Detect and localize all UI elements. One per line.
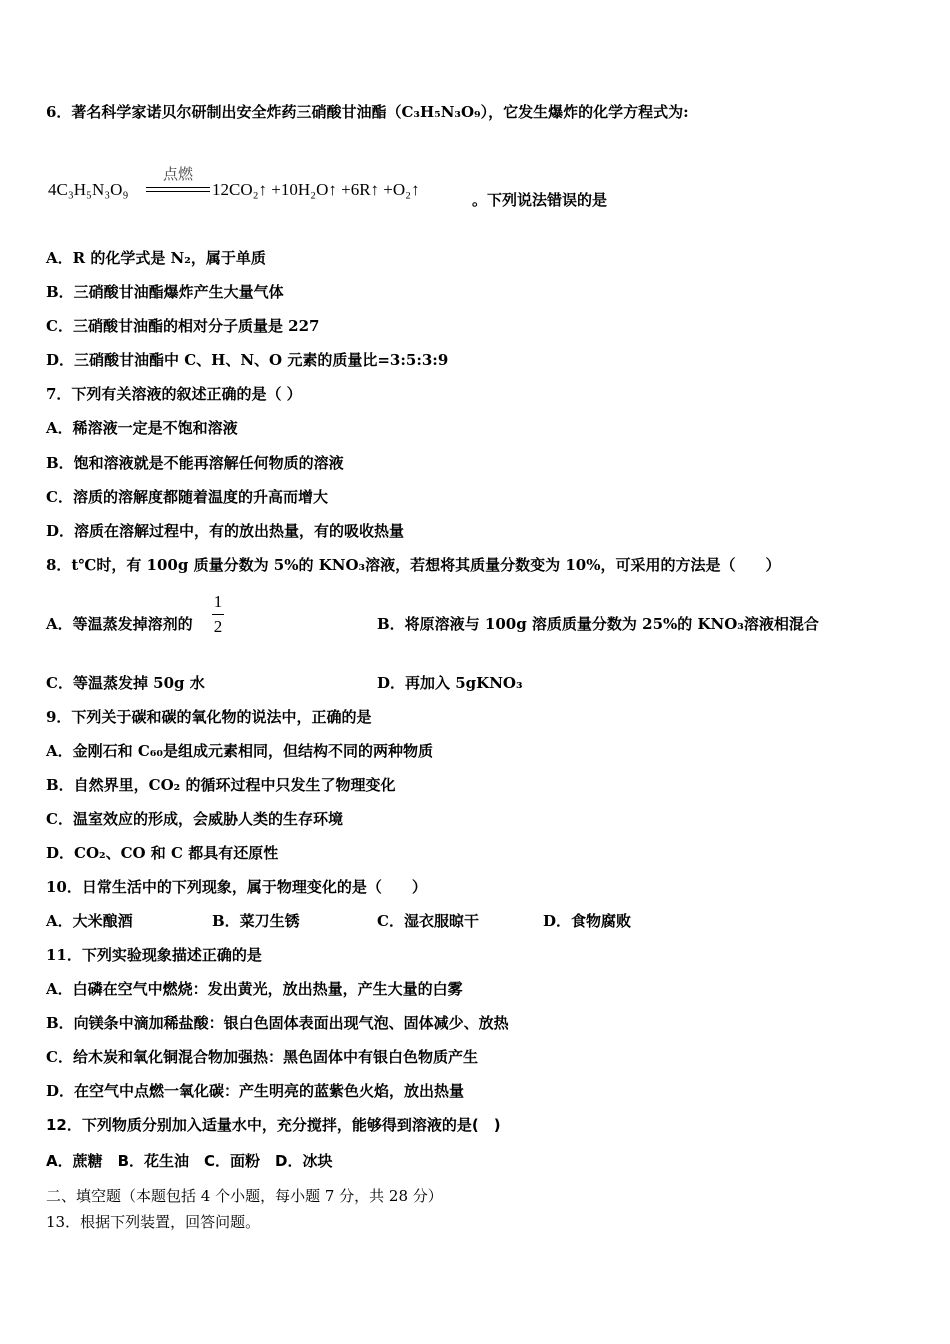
q8-option-b: B．将原溶液与 100g 溶质质量分数为 25%的 KNO₃溶液相混合: [377, 615, 819, 633]
q10-option-d: D．食物腐败: [543, 912, 632, 930]
q11-stem: 11．下列实验现象描述正确的是: [46, 946, 262, 964]
q11-option-d: D．在空气中点燃一氧化碳：产生明亮的蓝紫色火焰，放出热量: [46, 1082, 465, 1100]
fraction-bar: [212, 614, 224, 615]
q10-option-c: C．湿衣服晾干: [377, 912, 479, 930]
q6-option-a: A．R 的化学式是 N₂，属于单质: [46, 249, 266, 267]
q7-option-d: D．溶质在溶解过程中，有的放出热量，有的吸收热量: [46, 522, 405, 540]
q13-stem: 13．根据下列装置，回答问题。: [46, 1213, 261, 1231]
q8-stem: 8．t℃时，有 100g 质量分数为 5%的 KNO₃溶液，若想将其质量分数变为 10%，可采用的方法是（ ）: [46, 556, 781, 574]
section-2-heading: 二、填空题（本题包括 4 个小题，每小题 7 分，共 28 分）: [46, 1187, 443, 1205]
q10-option-b: B．菜刀生锈: [212, 912, 300, 930]
q8-option-a: A．等温蒸发掉溶剂的: [46, 615, 193, 633]
q10-stem: 10．日常生活中的下列现象，属于物理变化的是（ ）: [46, 878, 427, 896]
fraction-denominator: 2: [213, 617, 223, 636]
equation-lhs: 4C₃H₅N₃O₉: [48, 180, 129, 199]
q10-option-a: A．大米酿酒: [46, 912, 133, 930]
q7-option-b: B．饱和溶液就是不能再溶解任何物质的溶液: [46, 454, 344, 472]
q8-option-c: C．等温蒸发掉 50g 水: [46, 674, 205, 692]
q8-option-d: D．再加入 5gKNO₃: [377, 674, 523, 692]
q6-option-b: B．三硝酸甘油酯爆炸产生大量气体: [46, 283, 284, 301]
fraction-one-half: [212, 592, 224, 637]
q7-option-a: A．稀溶液一定是不饱和溶液: [46, 419, 238, 437]
fraction-numerator: 1: [213, 592, 223, 611]
q7-stem: 7．下列有关溶液的叙述正确的是（ ）: [46, 385, 302, 403]
q7-option-c: C．溶质的溶解度都随着温度的升高而增大: [46, 488, 328, 506]
q12-options: A．蔗糖 B．花生油 C．面粉 D．冰块: [46, 1152, 333, 1170]
q9-stem: 9．下列关于碳和碳的氧化物的说法中，正确的是: [46, 708, 372, 726]
q9-option-a: A．金刚石和 C₆₀是组成元素相同，但结构不同的两种物质: [46, 742, 433, 760]
q9-option-c: C．温室效应的形成，会威胁人类的生存环境: [46, 810, 343, 828]
q6-option-c: C．三硝酸甘油酯的相对分子质量是 227: [46, 317, 320, 335]
q6-tail: 。下列说法错误的是: [472, 191, 608, 209]
q11-option-b: B．向镁条中滴加稀盐酸：银白色固体表面出现气泡、固体减少、放热: [46, 1014, 509, 1032]
equation-rhs: 12CO₂↑ +10H₂O↑ +6R↑ +O₂↑: [212, 180, 420, 199]
q11-option-a: A．白磷在空气中燃烧：发出黄光，放出热量，产生大量的白雾: [46, 980, 463, 998]
q11-option-c: C．给木炭和氧化铜混合物加强热：黑色固体中有银白色物质产生: [46, 1048, 478, 1066]
equation-equals-sign: [146, 187, 210, 192]
reaction-condition: 点燃: [162, 165, 193, 183]
q6-stem: 6．著名科学家诺贝尔研制出安全炸药三硝酸甘油酯（C₃H₅N₃O₉），它发生爆炸的化学方程式为:: [46, 103, 689, 121]
q6-option-d: D．三硝酸甘油酯中 C、H、N、O 元素的质量比=3:5:3:9: [46, 351, 449, 369]
q9-option-b: B．自然界里，CO₂ 的循环过程中只发生了物理变化: [46, 776, 396, 794]
q12-stem: 12．下列物质分别加入适量水中，充分搅拌，能够得到溶液的是( ): [46, 1116, 501, 1134]
q9-option-d: D．CO₂、CO 和 C 都具有还原性: [46, 844, 279, 862]
